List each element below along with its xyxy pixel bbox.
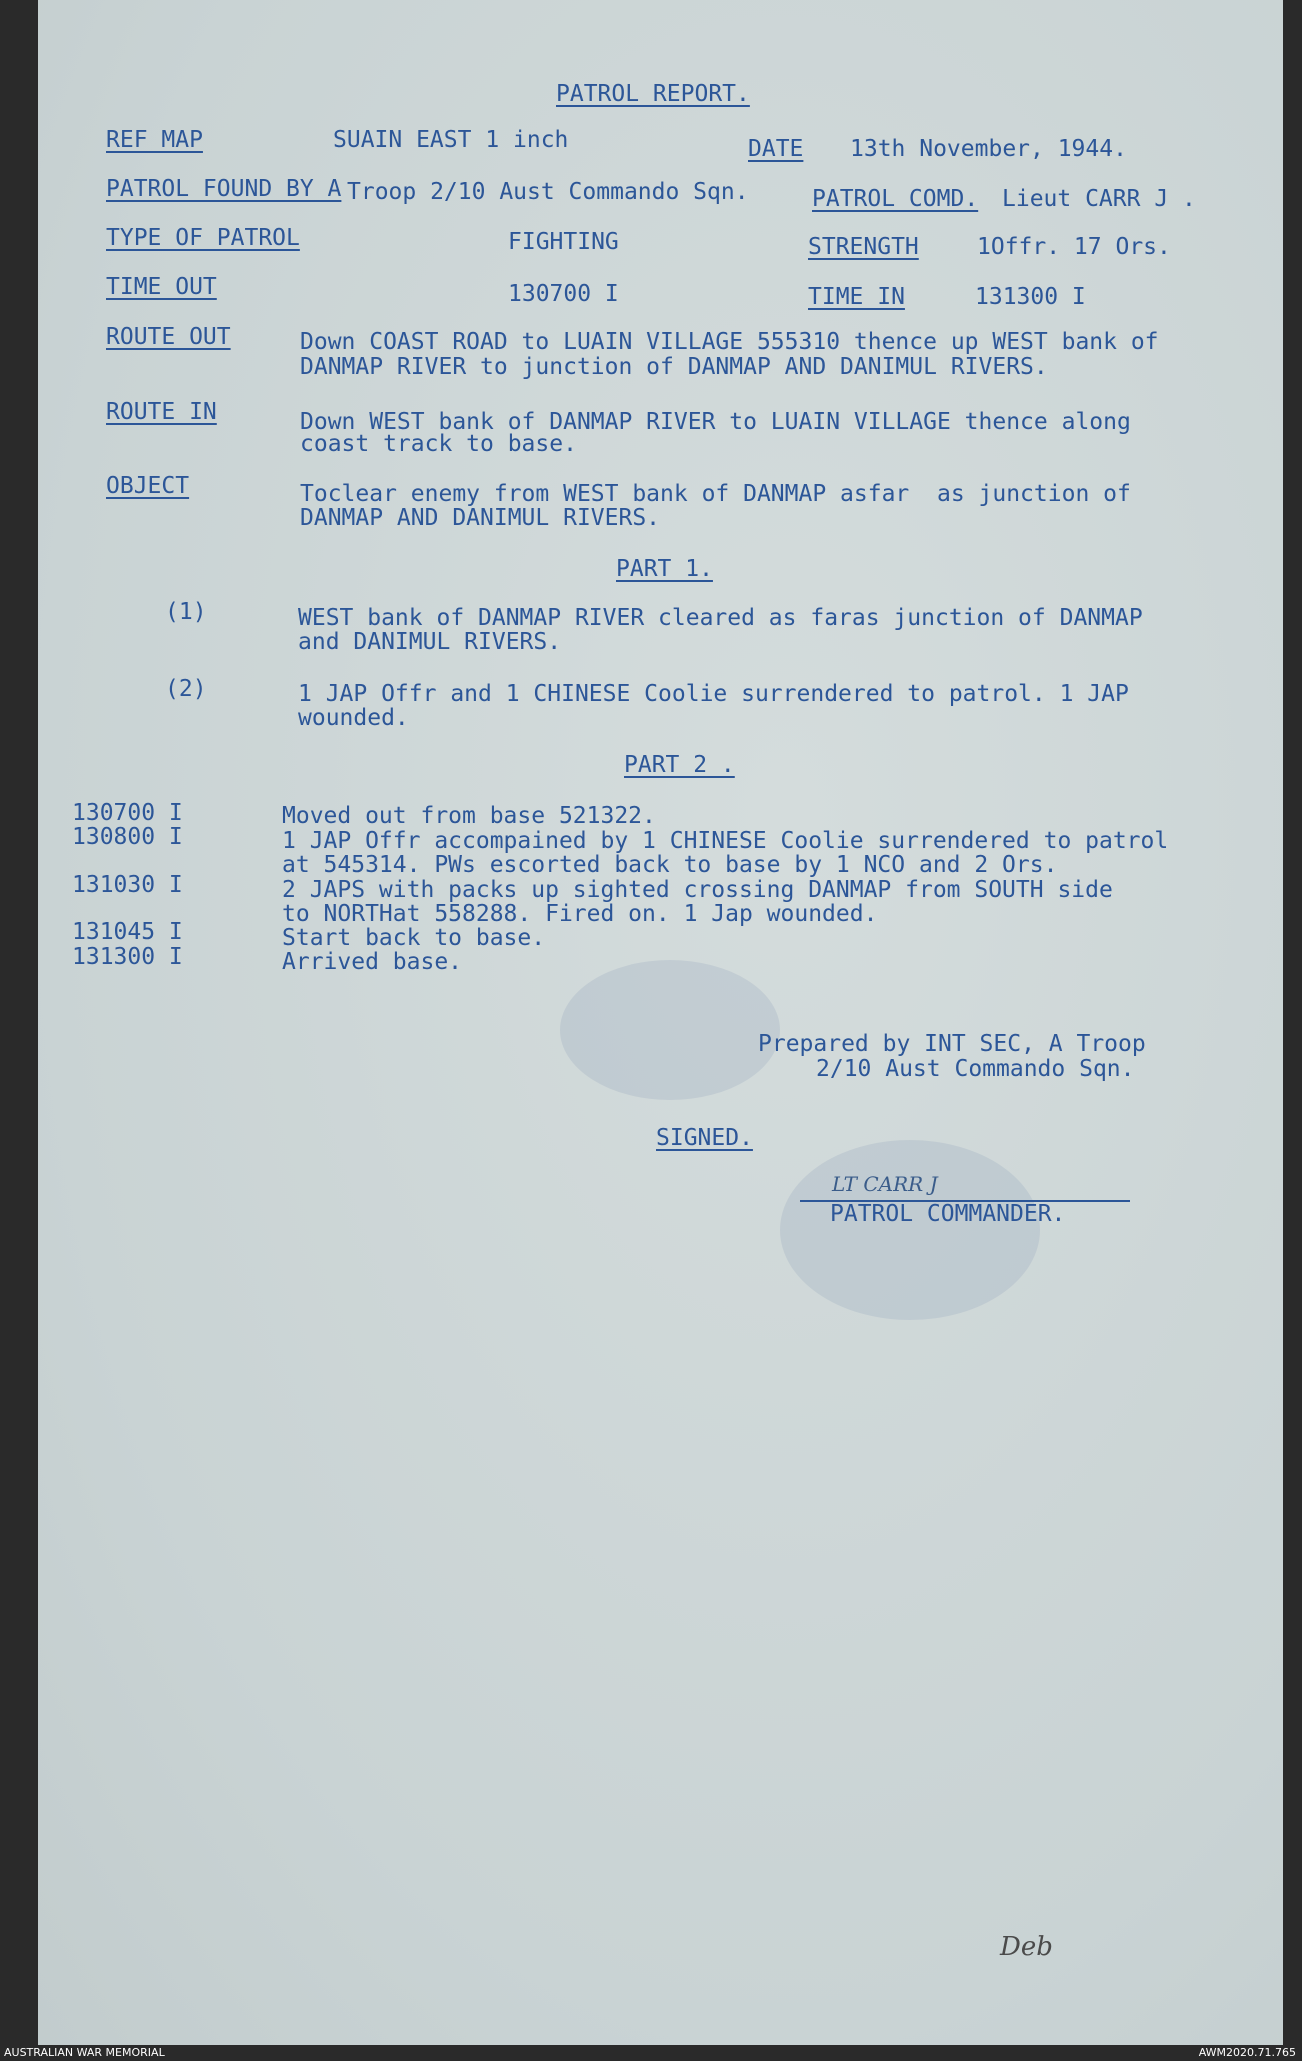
part2-time: 131045 I (72, 919, 183, 945)
time-out-value: 130700 I (508, 281, 619, 307)
ink-blot (780, 1140, 1040, 1320)
patrol-commander-label: PATROL COMMANDER. (830, 1201, 1066, 1227)
part1-item-number: (2) (165, 676, 207, 702)
part2-time: 131030 I (72, 872, 183, 898)
part2-time: 130800 I (72, 824, 183, 850)
ink-blot (560, 960, 780, 1100)
object-label: OBJECT (106, 473, 190, 499)
route-in-label: ROUTE IN (106, 399, 217, 425)
object-line: DANMAP AND DANIMUL RIVERS. (300, 505, 661, 531)
time-in-label: TIME IN (808, 284, 905, 310)
handwritten-signature: LT CARR J (832, 1172, 938, 1196)
signed-label: SIGNED. (656, 1125, 753, 1151)
prepared-by-line: 2/10 Aust Commando Sqn. (816, 1056, 1135, 1082)
type-label: TYPE OF PATROL (106, 225, 300, 251)
part1-item-line: WEST bank of DANMAP RIVER cleared as faras junction of DANMAP (298, 605, 1143, 631)
part2-entry-line: at 545314. PWs escorted back to base by 1 NCO and 2 Ors. (282, 852, 1058, 878)
date-label: DATE (748, 136, 804, 162)
route-out-label: ROUTE OUT (106, 324, 231, 350)
ref-map-value: SUAIN EAST 1 inch (333, 127, 569, 153)
strength-value: 1Offr. 17 Ors. (977, 234, 1171, 260)
report-title: PATROL REPORT. (556, 81, 750, 107)
route-out-line: Down COAST ROAD to LUAIN VILLAGE 555310 thence up WEST bank of (300, 329, 1159, 355)
part2-entry-line: to NORTHat 558288. Fired on. 1 Jap wounded. (282, 901, 878, 927)
part2-entry-line: Start back to base. (282, 925, 546, 951)
part2-time: 130700 I (72, 800, 183, 826)
route-in-line: Down WEST bank of DANMAP RIVER to LUAIN VILLAGE thence along (300, 409, 1131, 435)
part2-entry-line: Moved out from base 521322. (282, 803, 656, 829)
route-in-line: coast track to base. (300, 431, 577, 457)
part2-heading: PART 2 . (624, 752, 735, 778)
part1-item-number: (1) (165, 599, 207, 625)
part1-heading: PART 1. (616, 556, 713, 582)
part1-item-line: 1 JAP Offr and 1 CHINESE Coolie surrendered to patrol. 1 JAP (298, 681, 1129, 707)
date-value: 13th November, 1944. (850, 136, 1127, 162)
ref-map-label: REF MAP (106, 127, 203, 153)
part1-item-line: and DANIMUL RIVERS. (298, 629, 562, 655)
pencil-mark: Deb (1000, 1932, 1053, 1962)
part2-entry-line: 2 JAPS with packs up sighted crossing DANMAP from SOUTH side (282, 877, 1113, 903)
strength-label: STRENGTH (808, 234, 919, 260)
route-out-line: DANMAP RIVER to junction of DANMAP AND DANIMUL RIVERS. (300, 354, 1048, 380)
footer-caption-right: AWM2020.71.765 (1198, 2046, 1296, 2059)
time-out-label: TIME OUT (106, 274, 217, 300)
part2-time: 131300 I (72, 944, 183, 970)
object-line: Toclear enemy from WEST bank of DANMAP asfar as junction of (300, 481, 1131, 507)
found-by-value: Troop 2/10 Aust Commando Sqn. (347, 179, 749, 205)
part2-entry-line: Arrived base. (282, 949, 463, 975)
found-by-label: PATROL FOUND BY A (106, 176, 342, 202)
footer-caption-left: AUSTRALIAN WAR MEMORIAL (4, 2046, 165, 2059)
type-value: FIGHTING (508, 229, 619, 255)
prepared-by-line: Prepared by INT SEC, A Troop (758, 1031, 1146, 1057)
patrol-comd-value: Lieut CARR J . (1002, 186, 1196, 212)
time-in-value: 131300 I (975, 284, 1086, 310)
part2-entry-line: 1 JAP Offr accompained by 1 CHINESE Coolie surrendered to patrol (282, 828, 1169, 854)
part1-item-line: wounded. (298, 705, 409, 731)
patrol-comd-label: PATROL COMD. (812, 186, 979, 212)
